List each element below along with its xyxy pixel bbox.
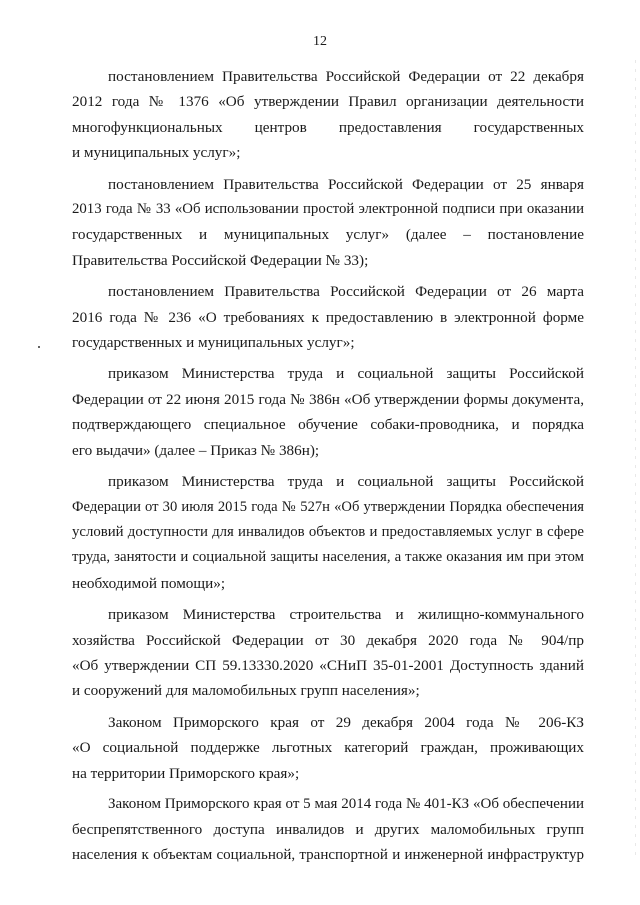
paragraph-decree-1376	[72, 64, 584, 166]
text-line: постановлением Правительства Российской Федерации от 25 января	[108, 175, 584, 193]
text-line: 2012 года № 1376 «Об утверждении Правил организации деятельности	[72, 93, 584, 111]
text-line: Федерации от 22 июня 2015 года № 386н «Об утверждении формы документа,	[72, 390, 584, 408]
text-line: условий доступности для инвалидов объектов и предоставляемых услуг в сфере	[72, 523, 584, 540]
text-line: приказом Министерства труда и социальной защиты Российской	[108, 473, 584, 491]
text-line: постановлением Правительства Российской Федерации от 26 марта	[108, 283, 584, 301]
paragraph-order-386n	[72, 361, 584, 463]
text-line: Законом Приморского края от 5 мая 2014 года № 401-КЗ «Об обеспечении	[108, 795, 584, 812]
text-line: «Об утверждении СП 59.13330.2020 «СНиП 35-01-2001 Доступность зданий	[72, 656, 584, 674]
scan-speck	[38, 346, 40, 348]
page-number: 12	[313, 34, 327, 49]
paragraph-decree-33	[72, 172, 584, 274]
text-line: и сооружений для маломобильных групп населения»;	[72, 682, 420, 700]
paragraph-order-527n	[72, 469, 584, 596]
text-line: его выдачи» (далее – Приказ № 386н);	[72, 441, 320, 459]
text-line: постановлением Правительства Российской Федерации от 22 декабря	[108, 68, 584, 85]
text-line: и муниципальных услуг»;	[72, 144, 241, 162]
text-line: приказом Министерства труда и социальной защиты Российской	[108, 365, 584, 383]
text-line: на территории Приморского края»;	[72, 764, 300, 782]
text-line: Законом Приморского края от 29 декабря 2004 года № 206-КЗ	[108, 713, 584, 731]
text-line: труда, занятости и социальной защиты населения, а также оказания им при этом	[72, 549, 584, 566]
paragraph-law-401kz	[72, 792, 584, 868]
text-line: беспрепятственного доступа инвалидов и других маломобильных групп	[72, 821, 584, 839]
text-line: государственных и муниципальных услуг»;	[72, 334, 355, 352]
text-line: многофункциональных центров предоставления государственных	[72, 118, 584, 136]
paragraph-law-206kz	[72, 710, 584, 786]
text-line: населения к объектам социальной, транспортной и инженерной инфраструктур	[72, 846, 584, 863]
text-line: Федерации от 30 июля 2015 года № 527н «Об утверждении Порядка обеспечения	[72, 498, 584, 515]
paragraph-decree-236	[72, 279, 584, 355]
text-line: 2013 года № 33 «Об использовании простой электронной подписи при оказании	[72, 201, 584, 218]
text-line: «О социальной поддержке льготных категорий граждан, проживающих	[72, 739, 584, 757]
text-line: приказом Министерства строительства и жилищно-коммунального	[108, 606, 584, 624]
paragraph-order-904pr	[72, 602, 584, 704]
scan-edge-mark	[635, 60, 636, 860]
text-line: хозяйства Российской Федерации от 30 декабря 2020 года № 904/пр	[72, 631, 584, 649]
text-line: подтверждающего специальное обучение собаки-проводника, и порядка	[72, 416, 584, 434]
text-line: 2016 года № 236 «О требованиях к предоставлению в электронной форме	[72, 308, 584, 326]
document-body	[72, 64, 584, 874]
text-line: государственных и муниципальных услуг» (далее – постановление	[72, 226, 584, 244]
text-line: необходимой помощи»;	[72, 574, 226, 592]
text-line: Правительства Российской Федерации № 33);	[72, 251, 369, 269]
